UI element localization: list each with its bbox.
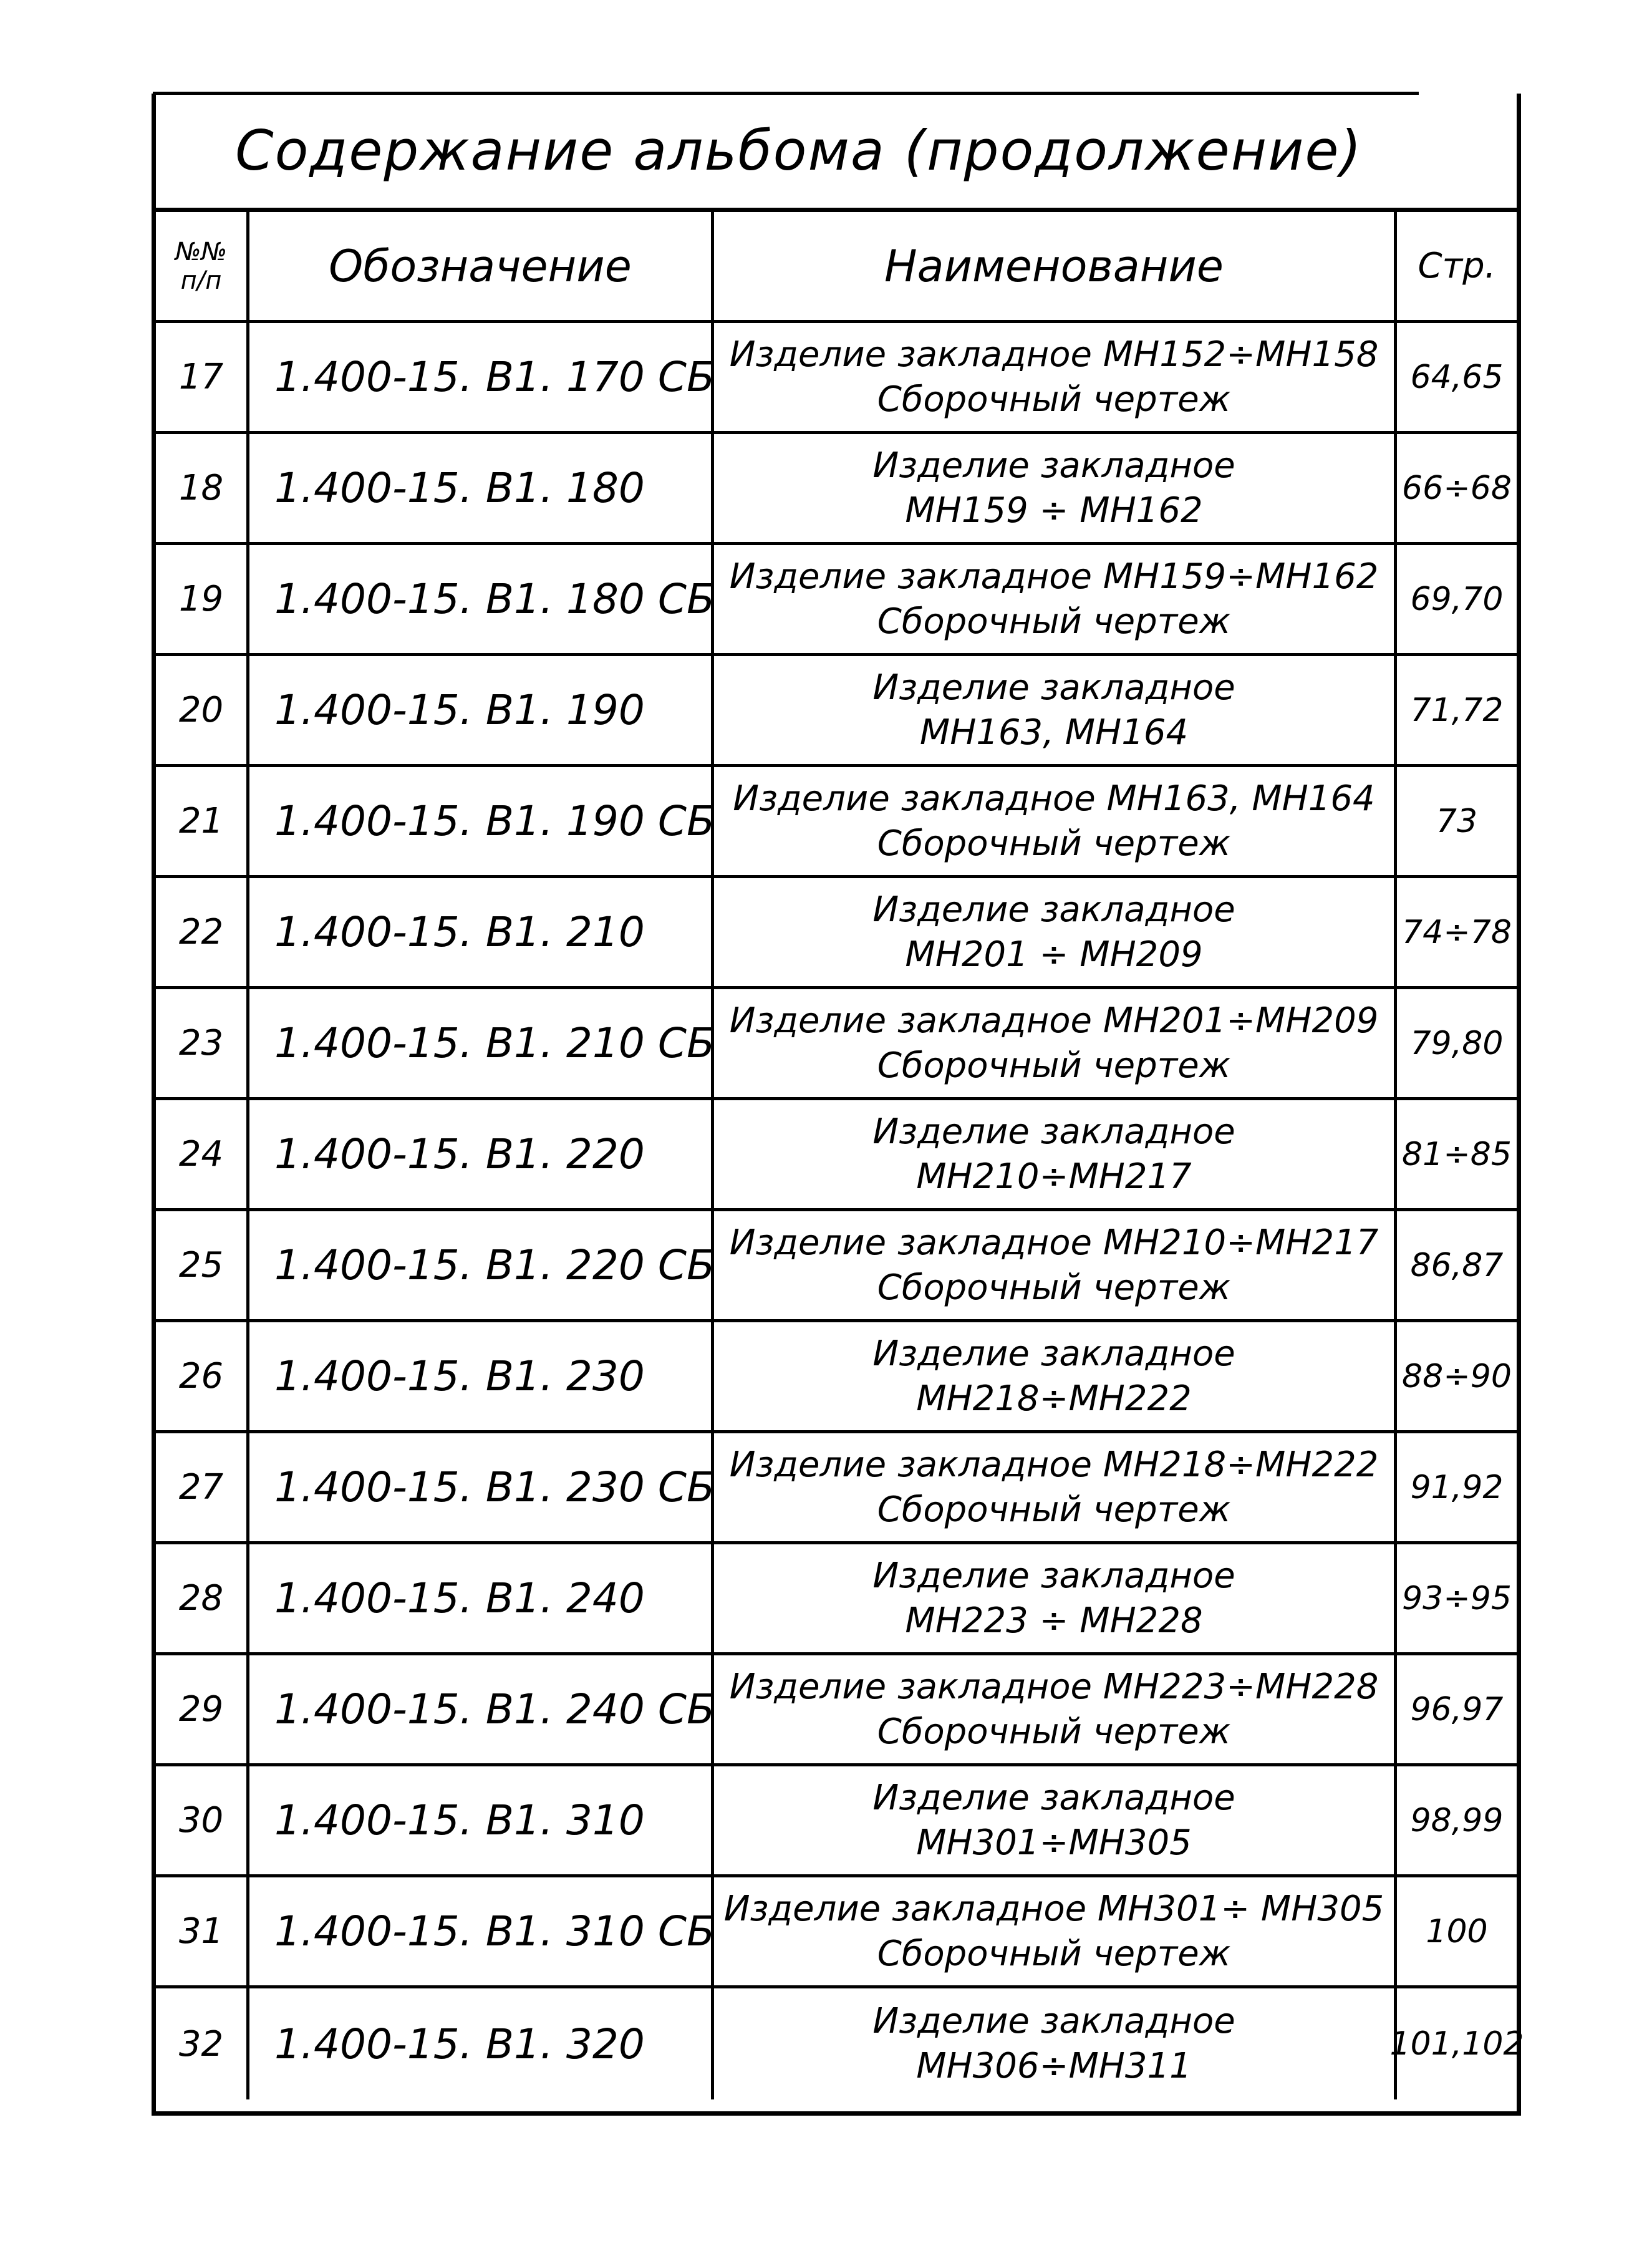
row-page <box>1397 1211 1517 1322</box>
row-page <box>1397 878 1517 989</box>
row-name <box>714 1988 1397 2099</box>
row-page <box>1397 656 1517 767</box>
row-page <box>1397 1433 1517 1544</box>
row-designation-text: 1.400-15. В1. 230 <box>274 1352 645 1400</box>
row-name <box>714 1655 1397 1766</box>
row-name-line1: Изделие закладное <box>872 667 1235 708</box>
header-name <box>714 212 1397 323</box>
row-number <box>156 656 249 767</box>
row-number-text: 28 <box>178 1578 224 1619</box>
row-number <box>156 545 249 656</box>
row-number-text: 25 <box>178 1245 224 1285</box>
row-name-line1: Изделие закладное <box>872 2001 1235 2041</box>
row-page <box>1397 1322 1517 1433</box>
row-number <box>156 1877 249 1988</box>
row-designation <box>249 1544 714 1655</box>
row-designation <box>249 878 714 989</box>
row-name <box>714 656 1397 767</box>
row-name-line1: Изделие закладное МН163, МН164 <box>733 778 1375 819</box>
row-number-text: 24 <box>178 1134 224 1174</box>
row-page <box>1397 1766 1517 1877</box>
row-page-text: 69,70 <box>1410 580 1504 618</box>
row-number-text: 19 <box>178 579 224 619</box>
row-name-line2: Сборочный чертеж <box>877 823 1231 864</box>
row-name <box>714 434 1397 545</box>
header-page <box>1397 212 1517 323</box>
row-designation-text: 1.400-15. В1. 190 СБ <box>274 797 715 845</box>
row-number <box>156 434 249 545</box>
row-page <box>1397 1544 1517 1655</box>
row-page <box>1397 434 1517 545</box>
row-page-text: 79,80 <box>1410 1024 1504 1062</box>
row-page <box>1397 1100 1517 1211</box>
row-page-text: 93÷95 <box>1402 1579 1512 1617</box>
row-number-text: 27 <box>178 1467 224 1508</box>
row-page-text: 73 <box>1436 802 1478 840</box>
row-designation-text: 1.400-15. В1. 230 СБ <box>274 1463 715 1511</box>
row-number-text: 21 <box>178 801 224 841</box>
row-number-text: 17 <box>178 357 224 397</box>
row-designation <box>249 1211 714 1322</box>
row-number <box>156 878 249 989</box>
row-page-text: 101,102 <box>1389 2025 1524 2063</box>
header-number-line2: п/п <box>180 266 222 295</box>
header-designation <box>249 212 714 323</box>
row-page-text: 74÷78 <box>1402 913 1512 951</box>
row-name-line1: Изделие закладное МН223÷МН228 <box>729 1666 1379 1707</box>
row-designation-text: 1.400-15. В1. 310 <box>274 1796 645 1844</box>
row-name-line2: МН301÷МН305 <box>916 1822 1192 1863</box>
contents-sheet <box>152 94 1524 2116</box>
row-page <box>1397 1655 1517 1766</box>
row-name-line1: Изделие закладное <box>872 445 1235 486</box>
row-page <box>1389 1988 1524 2099</box>
row-name-line1: Изделие закладное МН152÷МН158 <box>729 334 1379 375</box>
row-name <box>714 878 1397 989</box>
row-number-text: 22 <box>178 912 224 952</box>
row-name-line2: Сборочный чертеж <box>877 601 1231 642</box>
row-number-text: 30 <box>178 1800 224 1841</box>
row-number <box>156 989 249 1100</box>
row-page-text: 100 <box>1426 1912 1488 1950</box>
row-name-line1: Изделие закладное <box>872 1111 1235 1152</box>
row-name-line2: Сборочный чертеж <box>877 379 1231 420</box>
row-name <box>714 545 1397 656</box>
row-designation-text: 1.400-15. В1. 210 СБ <box>274 1019 715 1067</box>
row-name <box>714 989 1397 1100</box>
row-name-line1: Изделие закладное МН201÷МН209 <box>729 1000 1379 1041</box>
row-name <box>714 1544 1397 1655</box>
row-page <box>1397 545 1517 656</box>
row-page-text: 64,65 <box>1410 358 1504 396</box>
row-name-line2: Сборочный чертеж <box>877 1711 1231 1752</box>
row-designation <box>249 1100 714 1211</box>
row-name-line2: МН223 ÷ МН228 <box>905 1600 1203 1641</box>
row-designation-text: 1.400-15. В1. 220 СБ <box>274 1241 715 1289</box>
row-page-text: 71,72 <box>1410 691 1504 729</box>
row-name <box>714 1766 1397 1877</box>
row-page-text: 81÷85 <box>1402 1135 1512 1173</box>
row-designation <box>249 323 714 434</box>
row-name-line1: Изделие закладное МН218÷МН222 <box>729 1444 1379 1485</box>
row-designation-text: 1.400-15. В1. 320 <box>274 2020 645 2068</box>
row-name-line2: МН163, МН164 <box>919 712 1189 753</box>
header-page-label: Стр. <box>1418 246 1496 286</box>
row-page <box>1397 1877 1517 1988</box>
row-designation-text: 1.400-15. В1. 220 <box>274 1130 645 1178</box>
row-designation-text: 1.400-15. В1. 210 <box>274 908 645 956</box>
row-name-line2: МН159 ÷ МН162 <box>905 490 1203 531</box>
row-page-text: 98,99 <box>1410 1801 1504 1839</box>
row-number <box>156 1655 249 1766</box>
row-number <box>156 1211 249 1322</box>
row-name <box>714 1433 1397 1544</box>
row-designation-text: 1.400-15. В1. 170 СБ <box>274 353 715 401</box>
row-name-line1: Изделие закладное <box>872 1555 1235 1596</box>
row-designation <box>249 1322 714 1433</box>
row-designation <box>249 1988 714 2099</box>
row-number <box>156 1766 249 1877</box>
row-designation <box>249 767 714 878</box>
row-name-line1: Изделие закладное МН159÷МН162 <box>729 556 1379 597</box>
header-designation-label: Обозначение <box>329 240 632 292</box>
contents-table <box>156 212 1524 2099</box>
row-name <box>714 323 1397 434</box>
row-name-line1: Изделие закладное <box>872 1333 1235 1374</box>
row-designation-text: 1.400-15. В1. 240 СБ <box>274 1685 715 1733</box>
row-name-line1: Изделие закладное МН301÷ МН305 <box>723 1888 1384 1929</box>
row-name <box>714 1877 1397 1988</box>
row-designation <box>249 1433 714 1544</box>
row-designation-text: 1.400-15. В1. 180 СБ <box>274 575 715 623</box>
row-designation-text: 1.400-15. В1. 310 СБ <box>274 1907 715 1955</box>
row-page-text: 91,92 <box>1410 1468 1504 1506</box>
row-name <box>714 1100 1397 1211</box>
row-page <box>1397 323 1517 434</box>
row-page-text: 66÷68 <box>1402 469 1512 507</box>
row-designation <box>249 1655 714 1766</box>
page-title: Содержание альбома (продолжение) <box>235 119 1363 183</box>
row-number-text: 31 <box>178 1911 224 1952</box>
row-number <box>156 1433 249 1544</box>
row-number-text: 23 <box>178 1023 224 1063</box>
row-number <box>156 1988 249 2099</box>
row-name <box>714 1211 1397 1322</box>
row-number-text: 20 <box>178 690 224 730</box>
row-name-line1: Изделие закладное <box>872 1777 1235 1818</box>
row-name-line2: МН306÷МН311 <box>916 2046 1192 2086</box>
row-name-line2: Сборочный чертеж <box>877 1933 1231 1974</box>
row-designation-text: 1.400-15. В1. 190 <box>274 686 645 734</box>
row-page-text: 88÷90 <box>1402 1357 1512 1395</box>
row-name-line2: Сборочный чертеж <box>877 1267 1231 1308</box>
row-page-text: 86,87 <box>1410 1246 1504 1284</box>
header-name-label: Наименование <box>884 240 1224 292</box>
row-name <box>714 1322 1397 1433</box>
row-number <box>156 1322 249 1433</box>
row-designation <box>249 1877 714 1988</box>
row-designation <box>249 545 714 656</box>
row-number <box>156 1544 249 1655</box>
title-block <box>156 94 1517 212</box>
row-designation <box>249 434 714 545</box>
row-name-line2: Сборочный чертеж <box>877 1489 1231 1530</box>
row-name-line2: МН201 ÷ МН209 <box>905 934 1203 975</box>
row-designation-text: 1.400-15. В1. 180 <box>274 464 645 512</box>
header-number <box>156 212 249 323</box>
row-page-text: 96,97 <box>1410 1690 1504 1728</box>
row-number-text: 29 <box>178 1689 224 1730</box>
row-designation <box>249 989 714 1100</box>
row-number-text: 26 <box>178 1356 224 1397</box>
header-number-line1: №№ <box>175 237 228 266</box>
row-page <box>1397 989 1517 1100</box>
row-name-line2: МН210÷МН217 <box>916 1156 1192 1197</box>
row-page <box>1397 767 1517 878</box>
row-number <box>156 323 249 434</box>
row-designation <box>249 656 714 767</box>
row-number-text: 18 <box>178 468 224 508</box>
row-number <box>156 767 249 878</box>
row-name-line2: Сборочный чертеж <box>877 1045 1231 1086</box>
row-designation-text: 1.400-15. В1. 240 <box>274 1574 645 1622</box>
row-name-line1: Изделие закладное МН210÷МН217 <box>729 1222 1379 1263</box>
row-number-text: 32 <box>178 2023 224 2065</box>
row-designation <box>249 1766 714 1877</box>
row-name-line1: Изделие закладное <box>872 889 1235 930</box>
row-name <box>714 767 1397 878</box>
row-name-line2: МН218÷МН222 <box>916 1378 1192 1419</box>
row-number <box>156 1100 249 1211</box>
